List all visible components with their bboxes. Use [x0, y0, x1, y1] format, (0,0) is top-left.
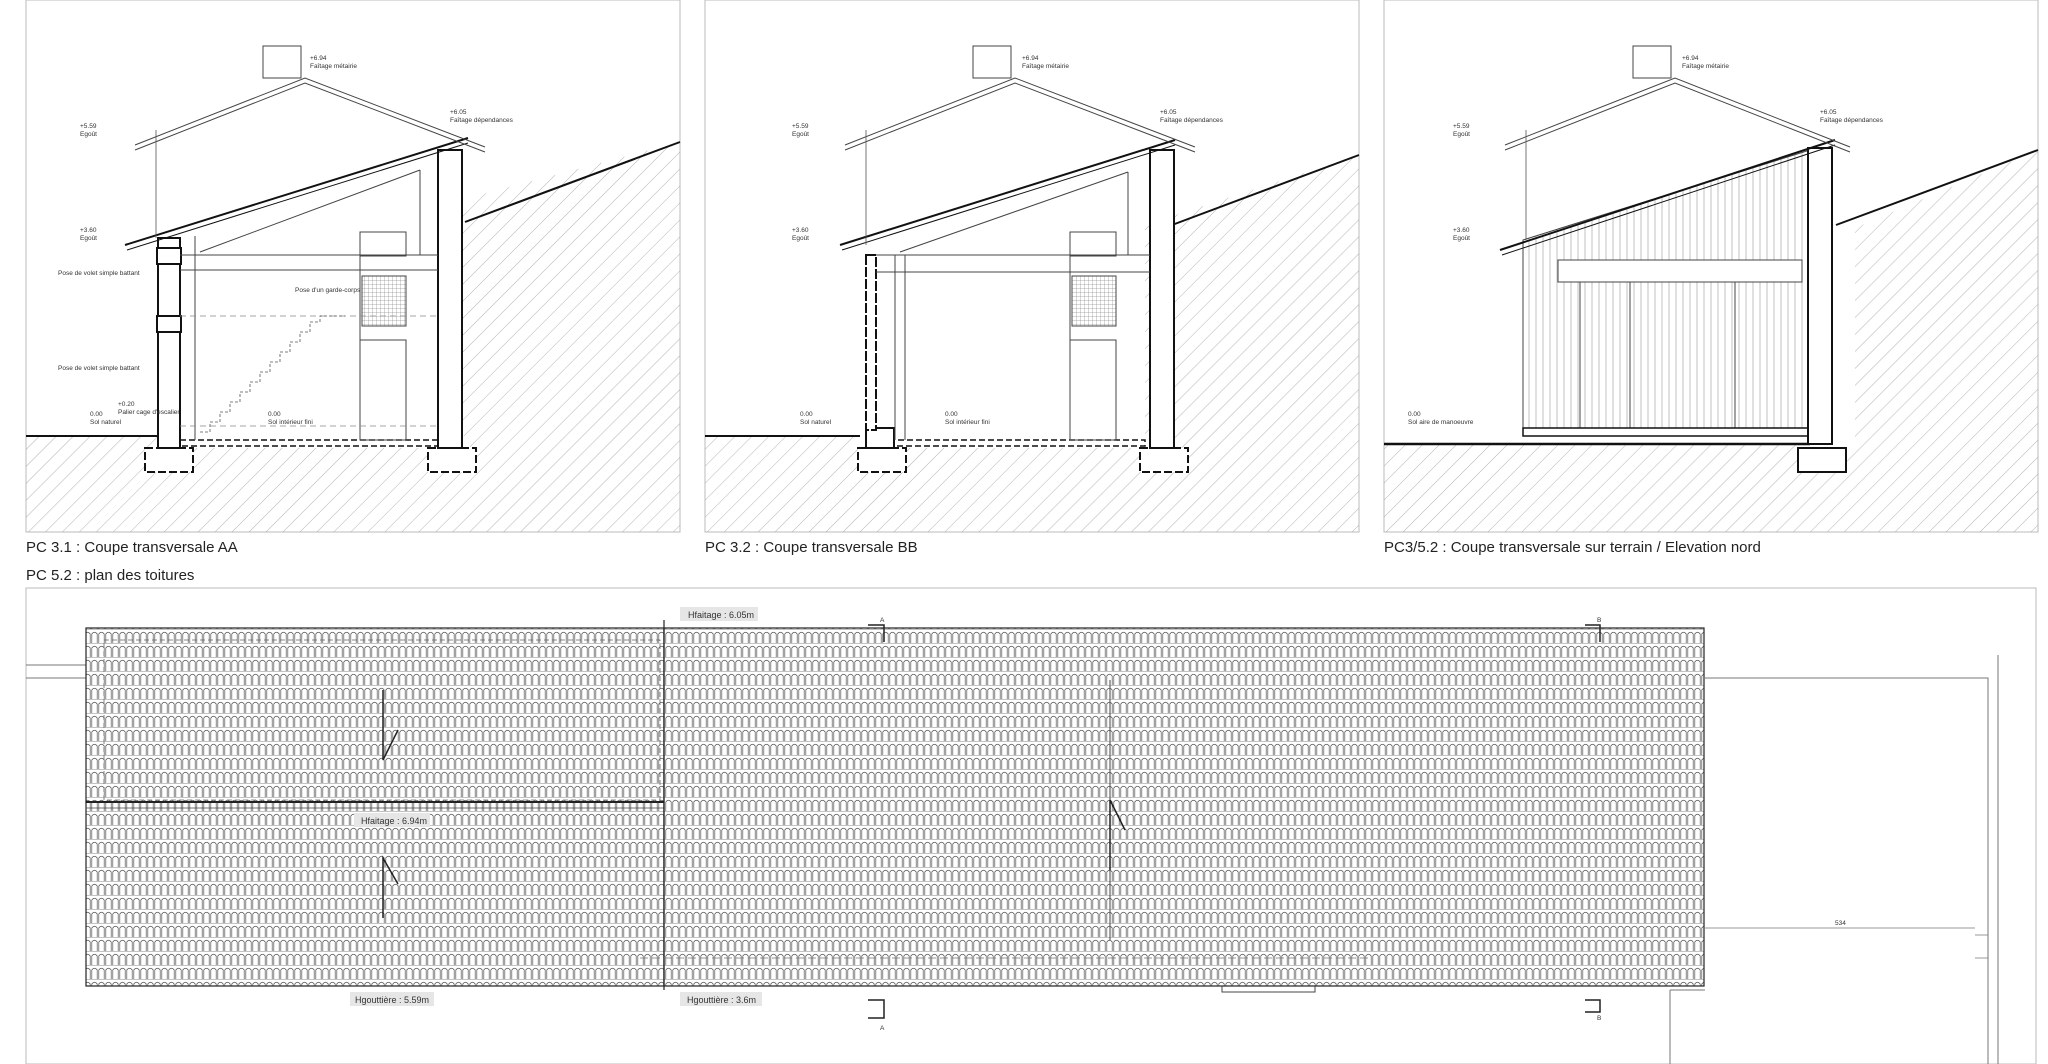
label-ridge-main: Hfaitage : 6.94m	[361, 816, 428, 826]
nord-ridge-level: +6.94	[1682, 55, 1699, 62]
aa-annex-label: Faîtage dépendances	[450, 117, 513, 124]
section-mark-a-top: A	[880, 617, 885, 624]
nord-eave-low-level: +3.60	[1453, 227, 1470, 234]
label-gutter-annex: Hgouttière : 3.6m	[687, 995, 757, 1005]
aa-shutter-2: Pose de volet simple battant	[58, 365, 140, 372]
nord-ground-level: 0.00	[1408, 411, 1421, 418]
bb-ground-level: 0.00	[800, 411, 813, 418]
nord-eave-high-level: +5.59	[1453, 123, 1470, 130]
aa-ridge-label: Faîtage métairie	[310, 63, 357, 70]
nord-annex-level: +6.05	[1820, 109, 1837, 116]
bb-annex-label: Faîtage dépendances	[1160, 117, 1223, 124]
bb-floor-label: Sol intérieur fini	[945, 419, 990, 426]
caption-section-bb: PC 3.2 : Coupe transversale BB	[705, 539, 918, 556]
aa-landing-label: Palier cage d'escalier	[118, 409, 180, 416]
roof-plan	[26, 588, 2036, 1064]
aa-floor-level: 0.00	[268, 411, 281, 418]
bb-eave-low-level: +3.60	[792, 227, 809, 234]
caption-elevation-nord: PC3/5.2 : Coupe transversale sur terrain / Elevation nord	[1384, 539, 1761, 556]
aa-annex-level: +6.05	[450, 109, 467, 116]
nord-annex-label: Faîtage dépendances	[1820, 117, 1883, 124]
aa-landing-level: +0.20	[118, 401, 135, 408]
aa-eave-low-level: +3.60	[80, 227, 97, 234]
section-bb	[705, 0, 1359, 532]
section-mark-b-top: B	[1597, 617, 1602, 624]
label-ridge-annex: Hfaitage : 6.05m	[688, 610, 755, 620]
caption-section-aa: PC 3.1 : Coupe transversale AA	[26, 539, 238, 556]
aa-eave-low-label: Egoût	[80, 235, 97, 242]
bb-eave-high-label: Egoût	[792, 131, 809, 138]
nord-eave-low-label: Egoût	[1453, 235, 1470, 242]
caption-roof-plan: PC 5.2 : plan des toitures	[26, 567, 195, 584]
section-mark-a-bottom: A	[880, 1025, 885, 1032]
section-mark-b-bottom: B	[1597, 1015, 1602, 1022]
section-aa	[26, 0, 680, 532]
nord-eave-high-label: Egoût	[1453, 131, 1470, 138]
aa-railing: Pose d'un garde-corps	[295, 287, 361, 294]
label-gutter-main: Hgouttière : 5.59m	[355, 995, 430, 1005]
aa-eave-high-label: Egoût	[80, 131, 97, 138]
bb-eave-high-level: +5.59	[792, 123, 809, 130]
elevation-nord	[1384, 0, 2038, 532]
nord-ground-label: Sol aire de manoeuvre	[1408, 419, 1474, 426]
bb-ridge-level: +6.94	[1022, 55, 1039, 62]
nord-ridge-label: Faîtage métairie	[1682, 63, 1729, 70]
bb-ground-label: Sol naturel	[800, 419, 832, 426]
aa-shutter-1: Pose de volet simple battant	[58, 270, 140, 277]
aa-floor-label: Sol intérieur fini	[268, 419, 313, 426]
bb-eave-low-label: Egoût	[792, 235, 809, 242]
dimension-534: 534	[1835, 920, 1846, 927]
aa-ground-label: Sol naturel	[90, 419, 122, 426]
aa-ground-level: 0.00	[90, 411, 103, 418]
aa-eave-high-level: +5.59	[80, 123, 97, 130]
bb-floor-level: 0.00	[945, 411, 958, 418]
bb-ridge-label: Faîtage métairie	[1022, 63, 1069, 70]
aa-ridge-level: +6.94	[310, 55, 327, 62]
bb-annex-level: +6.05	[1160, 109, 1177, 116]
